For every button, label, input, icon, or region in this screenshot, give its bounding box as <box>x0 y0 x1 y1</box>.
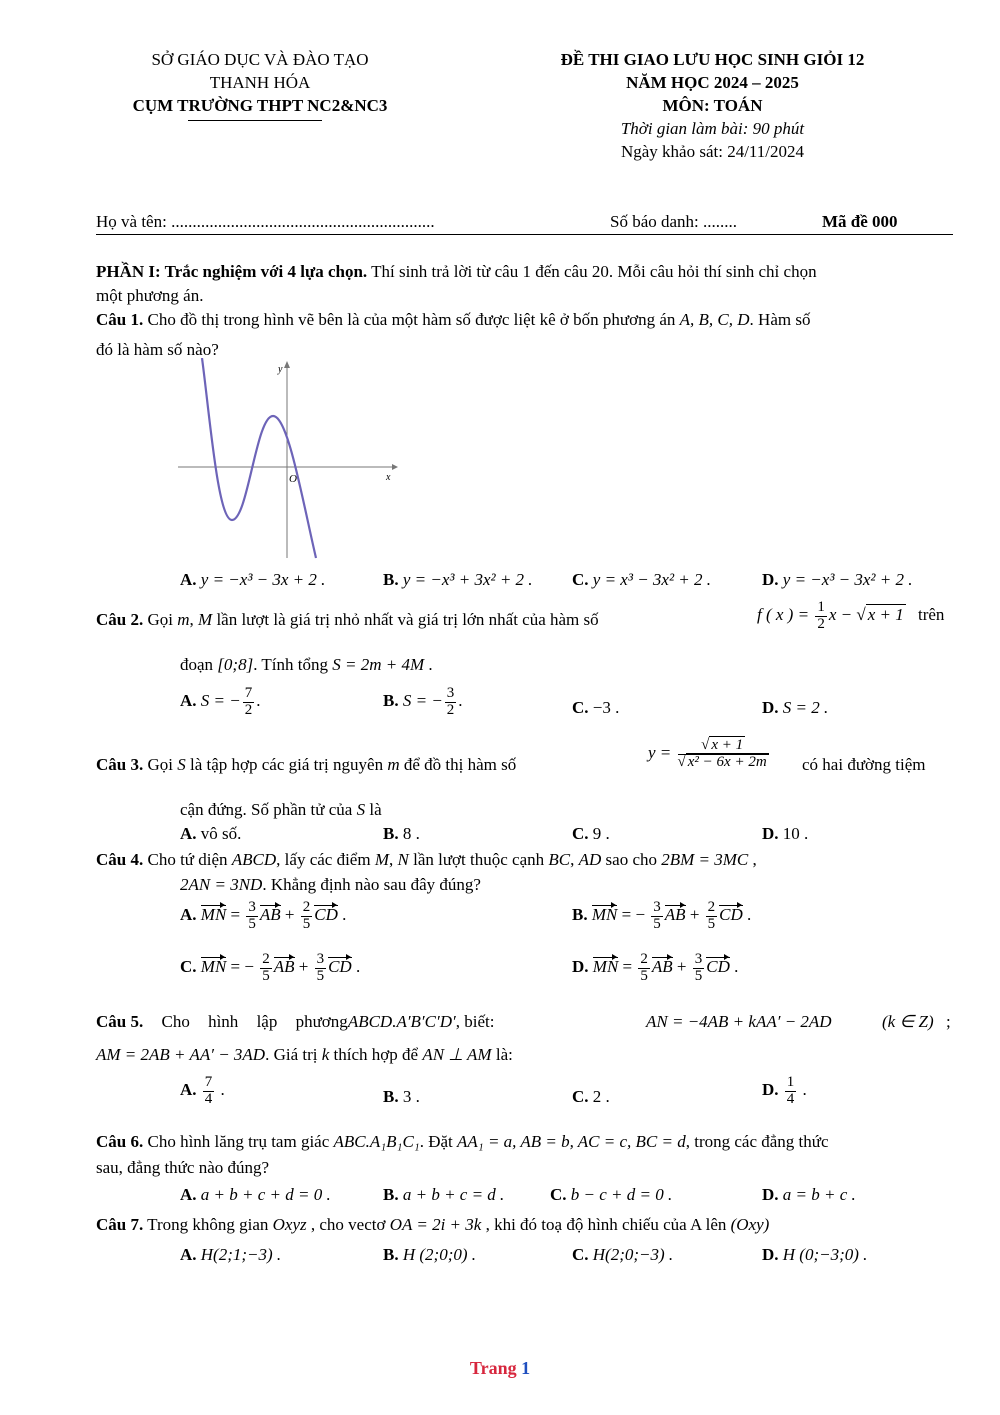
province-name: THANH HÓA <box>209 73 311 92</box>
frac-num: 3 <box>653 899 661 915</box>
q1-options-ref: A, B, C, D <box>679 310 750 329</box>
q4-ad: AD <box>578 850 602 869</box>
eq: = <box>230 957 241 977</box>
opt-value: a + b + c = d . <box>402 1185 505 1204</box>
q1-option-c <box>572 570 711 590</box>
frac-num: 7 <box>204 1074 213 1090</box>
frac-num: 3 <box>446 685 455 701</box>
opt-value: b − c + d = 0 . <box>570 1185 673 1204</box>
q7-oa: OA = 2i + 3k <box>389 1215 482 1234</box>
frac-den: 4 <box>786 1090 795 1107</box>
frac-num: 7 <box>244 685 253 701</box>
q5-t6: . Giá trị <box>265 1045 322 1064</box>
q5-an: AN = −4AB + kAA′ − 2AD <box>646 1012 832 1031</box>
opt-frac <box>301 900 313 933</box>
q1-label: Câu 1. <box>96 310 144 329</box>
dot: . <box>734 957 739 977</box>
frac-den: 2 <box>817 615 825 632</box>
q5-t3: lập <box>256 1012 278 1031</box>
opt-value: y = −x³ − 3x² + 2 . <box>782 570 913 589</box>
q4-bc: BC <box>548 850 571 869</box>
q5-t1: Cho <box>161 1012 190 1031</box>
q2-tren: trên <box>917 605 945 625</box>
q6-option-c <box>550 1185 672 1205</box>
q4-eq1: 2BM = 3MC <box>661 850 749 869</box>
vec-cd: CD <box>314 905 338 925</box>
vec-cd: CD <box>706 957 730 977</box>
q1-text3: đó là hàm số nào? <box>96 340 219 359</box>
q6-label: Câu 6. <box>96 1132 144 1151</box>
q5-text <box>96 1012 953 1032</box>
q3-S2: S <box>356 800 366 819</box>
opt-label: B. <box>383 1245 399 1264</box>
opt-label: A. <box>180 570 197 589</box>
frac-num: 2 <box>302 899 311 915</box>
opt-label: A. <box>180 691 197 711</box>
q2-end: . <box>424 655 433 674</box>
q3-option-b <box>383 824 420 844</box>
q3-den: x² − 6x + 2m <box>687 753 767 770</box>
page-footer <box>0 1358 1000 1379</box>
opt-value: 2 . <box>592 1087 610 1106</box>
q3-S: S <box>177 755 186 774</box>
opt-end: . <box>458 691 463 711</box>
frac-den: 5 <box>316 967 325 984</box>
page-label: Trang <box>469 1358 517 1378</box>
q2-M: M <box>198 610 213 629</box>
opt-label: A. <box>180 1185 197 1204</box>
q5-t2: hình <box>208 1012 239 1031</box>
q6-option-b <box>383 1185 504 1205</box>
q5-label: Câu 5. <box>96 1012 144 1031</box>
q4-abcd: ABCD <box>231 850 277 869</box>
q6-defs: AA₁ = a, AB = b, AC = c, BC = d <box>457 1132 686 1151</box>
page-number: 1 <box>521 1358 531 1378</box>
opt-value: 3 . <box>402 1087 420 1106</box>
vec-ab: AB <box>664 905 686 925</box>
q6-prism: ABC.A₁B₁C₁ <box>333 1132 420 1151</box>
opt-value: y = −x³ + 3x² + 2 . <box>402 570 533 589</box>
frac-num: 1 <box>817 599 825 615</box>
opt-frac <box>785 1075 797 1108</box>
q3-option-c <box>572 824 610 844</box>
q2-line2 <box>180 655 433 675</box>
q1-option-a <box>180 570 325 590</box>
q2-half <box>815 600 827 633</box>
part1-title: PHẦN I: Trắc nghiệm với 4 lựa chọn. <box>96 262 368 281</box>
vec-mn: MN <box>591 905 618 925</box>
exam-code: Mã đề 000 <box>822 212 898 231</box>
opt-value: S = − <box>402 691 443 711</box>
q5-t5: , biết: <box>455 1012 495 1031</box>
opt-value: H (2;0;0) . <box>402 1245 477 1264</box>
vec-ab: AB <box>651 957 673 977</box>
q4-M: M <box>374 850 389 869</box>
q6-option-d <box>762 1185 856 1205</box>
school-cluster-text: CỤM TRƯỜNG THPT NC2&NC3 <box>132 96 388 115</box>
q3-num: x + 1 <box>711 737 744 753</box>
header-divider <box>96 234 953 235</box>
q2-function: f ( x ) = $\frac{1}{2}$ x − √ x + 1 trên <box>757 599 945 632</box>
opt-value: y = −x³ − 3x + 2 . <box>200 570 326 589</box>
q4-t1: Cho tứ diện <box>143 850 232 869</box>
q2-option-c <box>572 698 619 718</box>
q4-label: Câu 4. <box>96 850 144 869</box>
vec-cd: CD <box>328 957 352 977</box>
opt-frac <box>203 1075 215 1108</box>
q7-t2: , cho vectơ <box>306 1215 390 1234</box>
frac-num: 2 <box>707 899 716 915</box>
vec-ab: AB <box>273 957 295 977</box>
q7-oxyz: Oxyz <box>272 1215 307 1234</box>
opt-label: A. <box>180 905 197 925</box>
dot: . <box>342 905 347 925</box>
opt-label: D. <box>762 698 779 717</box>
opt-label: B. <box>572 905 588 925</box>
opt-label: C. <box>550 1185 567 1204</box>
q2-option-b <box>383 686 463 719</box>
q5-t7: thích hợp để <box>329 1045 423 1064</box>
frac-den: 5 <box>694 967 703 984</box>
opt-label: C. <box>572 1087 589 1106</box>
frac-num: 2 <box>262 951 270 967</box>
q1-stem: Cho đồ thị trong hình vẽ bên là của một hàm số được liệt kê ở bốn phương án <box>143 310 680 329</box>
frac-num: √ x + 1 <box>678 738 769 755</box>
q6-t3: , trong các đẳng thức <box>685 1132 829 1151</box>
q5-option-d: D. $\frac{1}{4}$ . <box>762 1074 807 1107</box>
q6-t2: . Đặt <box>419 1132 458 1151</box>
opt-label: D. <box>762 1185 779 1204</box>
opt-frac <box>315 952 327 985</box>
q5-k: k <box>321 1045 330 1064</box>
opt-value: S = − <box>200 691 241 711</box>
q3-la: là <box>365 800 382 819</box>
q4-t2: , lấy các điểm <box>276 850 375 869</box>
q1-option-b <box>383 570 533 590</box>
q3-option-a <box>180 824 241 844</box>
q5-t8: là: <box>491 1045 513 1064</box>
q3-t2: là tập hợp các giá trị nguyên <box>185 755 388 774</box>
opt-value: y = x³ − 3x² + 2 . <box>592 570 712 589</box>
opt-label: B. <box>383 570 399 589</box>
q3-label: Câu 3. <box>96 755 144 774</box>
opt-label: A. <box>180 1245 197 1264</box>
q3-text <box>96 755 516 775</box>
opt-label: C. <box>572 824 589 843</box>
eq: = <box>230 905 241 925</box>
q4-t6: sao cho <box>601 850 662 869</box>
exam-title: ĐỀ THI GIAO LƯU HỌC SINH GIỎI 12 <box>560 50 865 69</box>
q7-option-c <box>572 1245 673 1265</box>
plus: + <box>676 957 687 977</box>
q2-fx: f ( x ) = <box>757 605 810 625</box>
q1-function-graph <box>170 358 400 563</box>
plus: + <box>284 905 295 925</box>
opt-label: C. <box>180 957 197 977</box>
q7-oxy: (Oxy) <box>730 1215 770 1234</box>
q2-x-minus: x − <box>828 605 853 625</box>
q2-sqrt: x + 1 <box>867 605 904 625</box>
q4-option-c <box>180 952 360 985</box>
q1-text <box>96 310 810 330</box>
opt-value: H(2;0;−3) . <box>592 1245 674 1264</box>
frac-den: 5 <box>653 915 661 932</box>
q6-line2: sau, đẳng thức nào đúng? <box>96 1158 270 1177</box>
opt-label: B. <box>383 824 399 843</box>
exam-date: Ngày khảo sát: 24/11/2024 <box>620 142 805 161</box>
opt-value: H (0;−3;0) . <box>782 1245 868 1264</box>
q4-option-d <box>572 952 738 985</box>
q5-option-b <box>383 1087 420 1107</box>
q4-line2-text: . Khẳng định nào sau đây đúng? <box>262 875 481 894</box>
student-id-field: Số báo danh: ........ <box>610 212 738 231</box>
q2-doan: đoạn <box>180 655 218 674</box>
q4-t7: , <box>748 850 757 869</box>
q7-option-d <box>762 1245 867 1265</box>
opt-label: C. <box>572 570 589 589</box>
opt-value: 9 . <box>592 824 610 843</box>
subject: MÔN: TOÁN <box>662 96 763 115</box>
q3-function <box>648 738 771 771</box>
q2-t1: Gọi <box>143 610 178 629</box>
q3-y: y = <box>648 743 672 763</box>
frac-num: 1 <box>786 1074 795 1090</box>
school-cluster <box>100 96 420 116</box>
graph-origin-label: O <box>289 473 297 485</box>
q7-option-a <box>180 1245 281 1265</box>
frac-den: 5 <box>640 967 648 984</box>
q2-tinh: . Tính tổng <box>253 655 333 674</box>
opt-label: A. <box>180 824 197 843</box>
q7-label: Câu 7. <box>96 1215 144 1234</box>
q5-option-a: A. $\frac{7}{4}$ . <box>180 1074 225 1107</box>
q5-kz: (k ∈ Z) <box>882 1012 934 1031</box>
graph-y-label: y <box>278 364 283 375</box>
frac-den: 5 <box>262 967 270 984</box>
exam-duration: Thời gian làm bài: 90 phút <box>620 119 805 138</box>
part1-desc2: một phương án. <box>96 286 204 305</box>
opt-label: B. <box>383 1087 399 1106</box>
q1-stem2: . Hàm số <box>749 310 811 329</box>
q2-m: m <box>177 610 190 629</box>
q3-frac <box>678 738 769 771</box>
q5-line2 <box>96 1045 513 1065</box>
dot: . <box>747 905 752 925</box>
part1-header <box>96 262 817 282</box>
frac-den: 2 <box>244 701 253 718</box>
q4-eq2: 2AN = 3ND <box>180 875 263 894</box>
opt-value: S = 2 . <box>782 698 829 717</box>
q3-t4: có hai đường tiệm <box>802 755 926 774</box>
opt-frac <box>706 900 718 933</box>
q3-line2 <box>180 800 382 820</box>
opt-value: a = b + c . <box>782 1185 856 1204</box>
q3-line2-text: cận đứng. Số phần tử của <box>180 800 357 819</box>
q2-interval: [0;8] <box>217 655 254 674</box>
opt-label: D. <box>762 570 779 589</box>
frac-den: 5 <box>302 915 311 932</box>
opt-value: 10 . <box>782 824 809 843</box>
q6-option-a <box>180 1185 331 1205</box>
school-year: NĂM HỌC 2024 – 2025 <box>626 73 799 92</box>
opt-value: 8 . <box>402 824 420 843</box>
frac-den: 5 <box>248 915 256 932</box>
eq: = <box>622 957 633 977</box>
q5-am: AM = 2AB + AA′ − 3AD <box>96 1045 266 1064</box>
q5-option-c <box>572 1087 610 1107</box>
dot: . <box>355 957 361 977</box>
opt-frac <box>651 900 663 933</box>
q4-t4: lần lượt thuộc cạnh <box>408 850 549 869</box>
graph-x-label: x <box>386 472 391 483</box>
opt-label: D. <box>762 1245 779 1264</box>
opt-frac <box>638 952 650 985</box>
opt-frac <box>693 952 705 985</box>
q4-N: N <box>397 850 409 869</box>
q2-sum: S = 2m + 4M <box>332 655 425 674</box>
vec-mn: MN <box>200 905 227 925</box>
frac-den: 4 <box>204 1090 213 1107</box>
q6-text <box>96 1132 829 1152</box>
frac-den: √ x² − 6x + 2m <box>677 753 767 770</box>
frac-num: 3 <box>694 951 703 967</box>
opt-frac <box>243 686 255 719</box>
q5-semi: ; <box>946 1012 951 1031</box>
frac-num: 3 <box>248 899 256 915</box>
opt-label: D. <box>762 1080 779 1100</box>
opt-frac <box>246 900 258 933</box>
opt-label: D. <box>572 957 589 977</box>
frac-den: 5 <box>707 915 716 932</box>
q6-t1: Cho hình lăng trụ tam giác <box>143 1132 334 1151</box>
frac-den: 2 <box>446 701 455 718</box>
part1-desc: Thí sinh trả lời từ câu 1 đến câu 20. Mỗi câu hỏi thí sinh chỉ chọn <box>367 262 817 281</box>
q4-t3: , <box>389 850 398 869</box>
q2-label: Câu 2. <box>96 610 144 629</box>
plus: + <box>689 905 700 925</box>
frac-num: 3 <box>316 951 325 967</box>
header-underline <box>188 120 322 121</box>
q4-t5: , <box>570 850 579 869</box>
opt-value: a + b + c + d = 0 . <box>200 1185 331 1204</box>
q2-option-a <box>180 686 260 719</box>
q3-option-d <box>762 824 808 844</box>
q2-t2: , <box>189 610 199 629</box>
dept-name: SỞ GIÁO DỤC VÀ ĐÀO TẠO <box>151 50 369 69</box>
vec-mn: MN <box>592 957 619 977</box>
frac-num: 2 <box>640 951 648 967</box>
q2-option-d <box>762 698 828 718</box>
q7-text <box>96 1215 769 1235</box>
q7-t3: , khi đó toạ độ hình chiếu của A lên <box>481 1215 731 1234</box>
q4-option-a <box>180 900 346 933</box>
opt-label: D. <box>762 824 779 843</box>
q1-option-d <box>762 570 913 590</box>
vec-ab: AB <box>259 905 281 925</box>
opt-label: B. <box>383 691 399 711</box>
q4-text <box>96 850 757 870</box>
q2-t3: lần lượt là giá trị nhỏ nhất và giá trị lớn nhất của hàm số <box>212 610 599 629</box>
graph-curve <box>202 358 316 558</box>
opt-value: vô số. <box>200 824 242 843</box>
q5-t4: phương <box>295 1012 348 1031</box>
vec-cd: CD <box>719 905 743 925</box>
q4-line2 <box>180 875 481 895</box>
vec-mn: MN <box>200 957 227 977</box>
opt-frac <box>445 686 457 719</box>
q3-t3: để đồ thị hàm số <box>399 755 517 774</box>
q7-option-b <box>383 1245 476 1265</box>
opt-end: . <box>256 691 261 711</box>
q5-cube: ABCD.A′B′C′D′ <box>347 1012 456 1031</box>
minus: − <box>244 957 254 977</box>
minus: − <box>635 905 646 925</box>
opt-value: H(2;1;−3) . <box>200 1245 282 1264</box>
opt-label: C. <box>572 1245 589 1264</box>
opt-label: A. <box>180 1080 197 1100</box>
opt-label: C. <box>572 698 589 717</box>
student-name-field: Họ và tên: .............................................................. <box>96 212 435 231</box>
q7-t1: Trong không gian <box>143 1215 273 1234</box>
eq: = <box>621 905 632 925</box>
opt-value: −3 . <box>592 698 620 717</box>
q4-option-b <box>572 900 751 933</box>
q5-perp: AN ⊥ AM <box>422 1045 492 1064</box>
q3-t1: Gọi <box>143 755 178 774</box>
plus: + <box>298 957 309 977</box>
opt-label: B. <box>383 1185 399 1204</box>
opt-frac <box>260 952 272 985</box>
q3-m: m <box>387 755 400 774</box>
